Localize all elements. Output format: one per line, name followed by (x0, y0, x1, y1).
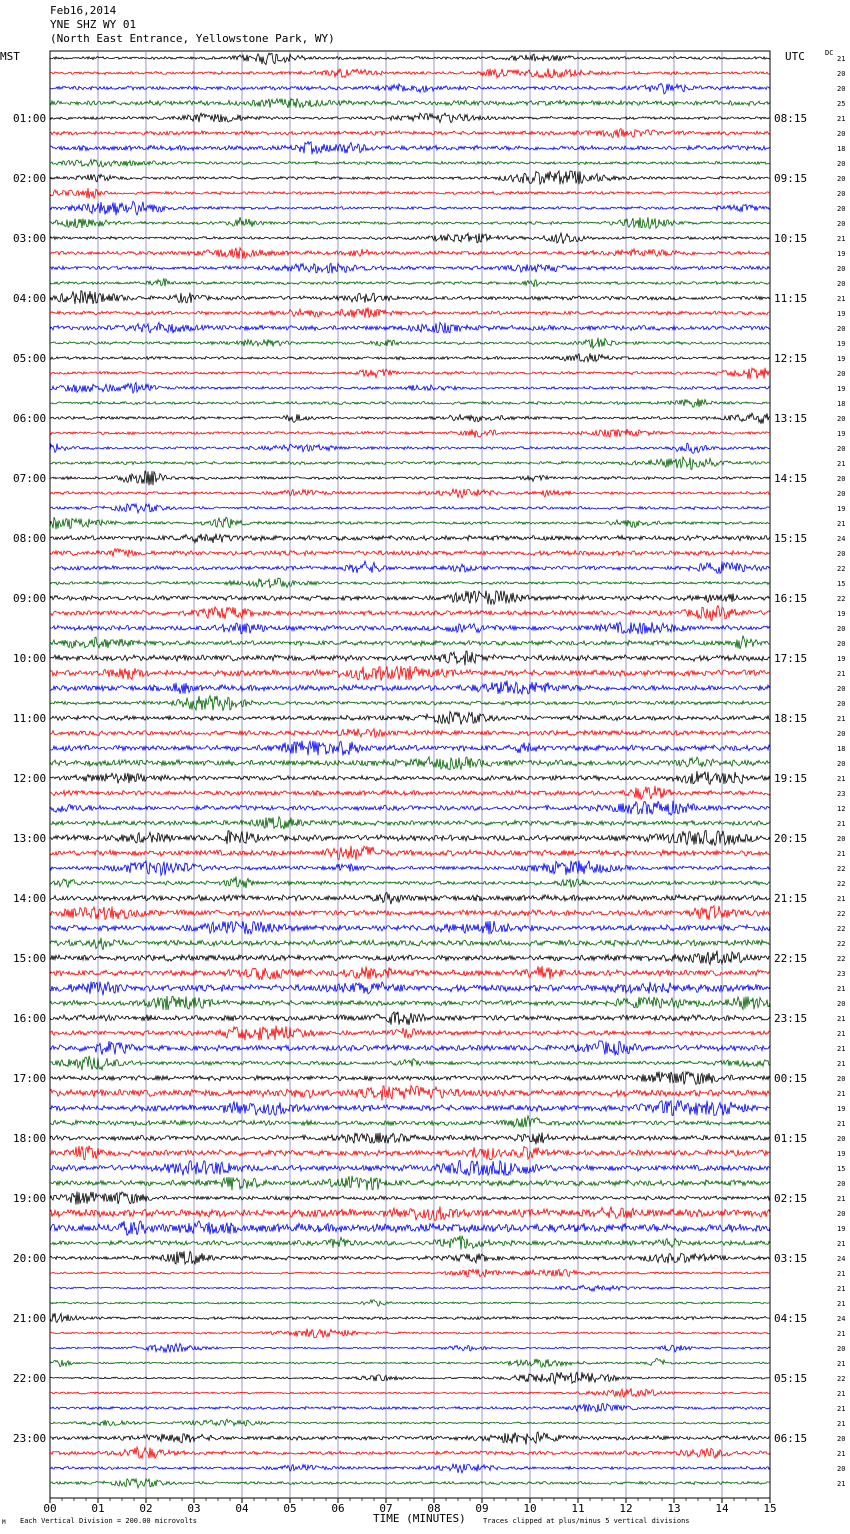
dc-offset-label: 20 (837, 1000, 846, 1008)
seismic-trace (50, 893, 770, 905)
right-hour-label: 14:15 (774, 472, 808, 485)
seismic-trace (50, 201, 770, 215)
x-tick-label: 06 (331, 1502, 345, 1515)
dc-offset-label: 20 (837, 1345, 846, 1353)
seismic-trace (50, 1072, 770, 1085)
seismic-trace (50, 142, 770, 155)
dc-offset-label: 21 (837, 775, 846, 783)
seismic-trace (50, 1161, 770, 1176)
seismic-trace (50, 429, 770, 438)
dc-offset-label: 20 (837, 205, 846, 213)
seismic-trace (50, 938, 770, 950)
station-header: YNE SHZ WY 01 (50, 18, 137, 31)
dc-offset-label: 12 (837, 805, 846, 813)
seismic-trace (50, 1116, 770, 1128)
right-hour-label: 21:15 (774, 892, 808, 905)
dc-offset-label: 22 (837, 595, 846, 603)
x-tick-label: 15 (763, 1502, 777, 1515)
dc-offset-label: 20 (837, 415, 846, 423)
seismic-trace (50, 651, 770, 665)
seismic-trace (50, 622, 770, 634)
x-tick-label: 04 (235, 1502, 249, 1515)
seismic-trace (50, 83, 770, 94)
seismic-trace (50, 160, 770, 168)
x-tick-label: 03 (187, 1502, 201, 1515)
dc-offset-label: 21 (837, 1090, 846, 1098)
dc-offset-label: 20 (837, 1180, 846, 1188)
left-hour-label: 10:00 (13, 652, 47, 665)
x-tick-label: 02 (139, 1502, 153, 1515)
dc-offset-label: 20 (837, 700, 846, 708)
seismic-trace (50, 233, 770, 244)
seismic-trace (50, 666, 770, 681)
seismic-trace (50, 1056, 770, 1070)
dc-offset-label: 20 (837, 475, 846, 483)
seismic-trace (50, 1192, 770, 1205)
dc-offset-label: 21 (837, 670, 846, 678)
seismic-trace (50, 323, 770, 334)
dc-offset-label: 19 (837, 610, 846, 618)
right-hour-label: 20:15 (774, 832, 808, 845)
right-hour-label: 19:15 (774, 772, 808, 785)
dc-offset-label: 20 (837, 1075, 846, 1083)
dc-offset-label: 15 (837, 580, 846, 588)
seismic-trace (50, 1388, 770, 1397)
left-hour-label: 03:00 (13, 232, 47, 245)
seismic-trace (50, 1432, 770, 1445)
dc-offset-label: 19 (837, 1225, 846, 1233)
seismic-trace (50, 383, 770, 394)
right-hour-label: 08:15 (774, 112, 808, 125)
dc-offset-label: 21 (837, 115, 846, 123)
dc-offset-label: 19 (837, 340, 846, 348)
dc-offset-label: 23 (837, 970, 846, 978)
dc-offset-label: 24 (837, 535, 846, 543)
dc-offset-label: 20 (837, 220, 846, 228)
dc-offset-label: 22 (837, 940, 846, 948)
seismic-trace (50, 1146, 770, 1160)
dc-offset-label: 21 (837, 1405, 846, 1413)
seismic-trace (50, 278, 770, 287)
seismic-trace (50, 171, 770, 185)
dc-offset-label: 20 (837, 280, 846, 288)
dc-offset-label: 22 (837, 865, 846, 873)
left-hour-label: 11:00 (13, 712, 47, 725)
seismic-trace (50, 1206, 770, 1220)
dc-offset-label: 22 (837, 925, 846, 933)
dc-offset-label: 24 (837, 1315, 846, 1323)
dc-offset-label: 21 (837, 520, 846, 528)
right-hour-label: 12:15 (774, 352, 808, 365)
left-hour-label: 18:00 (13, 1132, 47, 1145)
seismic-trace (50, 188, 770, 198)
seismic-trace (50, 1086, 770, 1101)
seismic-trace (50, 1101, 770, 1116)
right-hour-label: 23:15 (774, 1012, 808, 1025)
right-tz-label: UTC (785, 50, 805, 63)
seismic-trace (50, 263, 770, 273)
dc-offset-label: 21 (837, 1360, 846, 1368)
dc-offset-label: 18 (837, 745, 846, 753)
right-hour-label: 05:15 (774, 1372, 808, 1385)
seismic-trace (50, 413, 770, 424)
left-hour-label: 12:00 (13, 772, 47, 785)
dc-offset-label: 21 (837, 1045, 846, 1053)
dc-offset-label: 21 (837, 985, 846, 993)
seismic-trace (50, 353, 770, 361)
x-tick-label: 05 (283, 1502, 297, 1515)
seismic-trace (50, 861, 770, 876)
right-hour-label: 15:15 (774, 532, 808, 545)
x-tick-label: 12 (619, 1502, 633, 1515)
dc-offset-label: 21 (837, 1270, 846, 1278)
x-tick-label: 13 (667, 1502, 681, 1515)
dc-offset-label: 20 (837, 265, 846, 273)
dc-offset-label: 21 (837, 1420, 846, 1428)
dc-label: DC (825, 49, 834, 57)
x-axis-label: TIME (MINUTES) (373, 1512, 466, 1525)
x-tick-label: 11 (571, 1502, 585, 1515)
seismic-trace (50, 606, 770, 621)
dc-offset-label: 20 (837, 835, 846, 843)
seismic-trace (50, 1329, 770, 1338)
x-tick-label: 07 (379, 1502, 393, 1515)
seismic-trace (50, 966, 770, 980)
dc-offset-label: 21 (837, 1285, 846, 1293)
dc-offset-label: 22 (837, 955, 846, 963)
left-hour-label: 21:00 (13, 1312, 47, 1325)
seismic-trace (50, 549, 770, 557)
x-tick-label: 08 (427, 1502, 441, 1515)
dc-offset-label: 21 (837, 895, 846, 903)
dc-offset-label: 21 (837, 820, 846, 828)
seismic-trace (50, 1133, 770, 1145)
left-hour-label: 19:00 (13, 1192, 47, 1205)
seismic-trace (50, 741, 770, 756)
left-hour-label: 08:00 (13, 532, 47, 545)
dc-offset-label: 20 (837, 160, 846, 168)
x-tick-label: 10 (523, 1502, 537, 1515)
dc-offset-label: 20 (837, 325, 846, 333)
seismic-trace (50, 591, 770, 605)
seismic-trace (50, 729, 770, 738)
dc-offset-label: 19 (837, 505, 846, 513)
dc-offset-label: 21 (837, 1060, 846, 1068)
dc-offset-label: 21 (837, 715, 846, 723)
seismic-trace (50, 681, 770, 695)
right-hour-label: 02:15 (774, 1192, 808, 1205)
location-header: (North East Entrance, Yellowstone Park, WY) (50, 32, 335, 45)
seismic-trace (50, 982, 770, 996)
dc-offset-label: 19 (837, 355, 846, 363)
dc-offset-label: 20 (837, 625, 846, 633)
dc-offset-label: 18 (837, 145, 846, 153)
seismic-trace (50, 1236, 770, 1250)
seismic-trace (50, 1403, 770, 1412)
left-hour-label: 15:00 (13, 952, 47, 965)
corner-mark: M (2, 1519, 6, 1526)
seismic-trace (50, 757, 770, 770)
dc-offset-label: 20 (837, 730, 846, 738)
dc-offset-label: 24 (837, 1255, 846, 1263)
left-hour-label: 22:00 (13, 1372, 47, 1385)
seismic-trace (50, 1313, 770, 1322)
seismic-trace (50, 951, 770, 965)
right-hour-label: 18:15 (774, 712, 808, 725)
dc-offset-label: 15 (837, 1165, 846, 1173)
seismic-trace (50, 906, 770, 920)
dc-offset-label: 19 (837, 310, 846, 318)
dc-offset-label: 19 (837, 655, 846, 663)
dc-offset-label: 20 (837, 130, 846, 138)
seismic-trace (50, 307, 770, 317)
trace-group (50, 53, 770, 1488)
seismic-trace (50, 1300, 770, 1306)
dc-offset-label: 21 (837, 850, 846, 858)
seismic-trace (50, 1012, 770, 1025)
right-hour-label: 00:15 (774, 1072, 808, 1085)
seismic-trace (50, 129, 770, 138)
left-hour-label: 06:00 (13, 412, 47, 425)
dc-offset-label: 20 (837, 70, 846, 78)
seismic-trace (50, 1041, 770, 1056)
dc-offset-label: 18 (837, 400, 846, 408)
date-header: Feb16,2014 (50, 4, 117, 17)
seismic-trace (50, 248, 770, 259)
seismic-trace (50, 68, 770, 78)
seismic-trace (50, 291, 770, 304)
seismic-trace (50, 561, 770, 573)
dc-offset-label: 20 (837, 490, 846, 498)
seismic-trace (50, 1251, 770, 1264)
seismic-trace (50, 877, 770, 889)
dc-offset-label: 21 (837, 1015, 846, 1023)
dc-offset-label: 20 (837, 640, 846, 648)
dc-offset-label: 21 (837, 1330, 846, 1338)
left-tz-label: MST (0, 50, 20, 63)
seismic-trace (50, 921, 770, 934)
seismic-trace (50, 696, 770, 711)
right-hour-label: 11:15 (774, 292, 808, 305)
right-hour-label: 06:15 (774, 1432, 808, 1445)
dc-offset-label: 22 (837, 910, 846, 918)
dc-offset-label: 25 (837, 100, 846, 108)
dc-offset-label: 20 (837, 190, 846, 198)
right-hour-label: 09:15 (774, 172, 808, 185)
seismic-trace (50, 98, 770, 108)
dc-offset-label: 20 (837, 85, 846, 93)
right-hour-label: 13:15 (774, 412, 808, 425)
x-tick-label: 01 (91, 1502, 105, 1515)
seismic-trace (50, 504, 770, 513)
right-hour-label: 04:15 (774, 1312, 808, 1325)
dc-offset-label: 20 (837, 1135, 846, 1143)
seismic-trace (50, 801, 770, 816)
seismic-trace (50, 1026, 770, 1041)
dc-offset-label: 21 (837, 1240, 846, 1248)
x-tick-label: 14 (715, 1502, 729, 1515)
seismic-trace (50, 399, 770, 408)
left-hour-label: 02:00 (13, 172, 47, 185)
seismic-trace (50, 1479, 770, 1488)
seismic-trace (50, 1221, 770, 1235)
seismic-trace (50, 831, 770, 846)
seismic-trace (50, 817, 770, 830)
dc-offset-label: 21 (837, 1390, 846, 1398)
dc-offset-label: 19 (837, 1150, 846, 1158)
seismic-trace (50, 1285, 770, 1291)
left-hour-label: 01:00 (13, 112, 47, 125)
x-tick-label: 09 (475, 1502, 489, 1515)
left-hour-label: 16:00 (13, 1012, 47, 1025)
left-hour-label: 20:00 (13, 1252, 47, 1265)
left-hour-label: 09:00 (13, 592, 47, 605)
seismic-trace (50, 113, 770, 123)
left-hour-label: 07:00 (13, 472, 47, 485)
right-hour-label: 16:15 (774, 592, 808, 605)
seismic-trace (50, 471, 770, 486)
seismic-trace (50, 1464, 770, 1473)
dc-offset-label: 22 (837, 880, 846, 888)
left-hour-label: 14:00 (13, 892, 47, 905)
seismic-trace (50, 53, 770, 64)
seismic-trace (50, 517, 770, 529)
dc-offset-label: 19 (837, 1105, 846, 1113)
dc-offset-label: 22 (837, 565, 846, 573)
seismic-trace (50, 1358, 770, 1367)
left-hour-label: 04:00 (13, 292, 47, 305)
dc-offset-label: 21 (837, 1450, 846, 1458)
dc-offset-label: 21 (837, 1300, 846, 1308)
seismic-trace (50, 786, 770, 800)
dc-offset-label: 19 (837, 385, 846, 393)
seismic-trace (50, 1372, 770, 1384)
right-hour-label: 01:15 (774, 1132, 808, 1145)
right-hour-label: 17:15 (774, 652, 808, 665)
right-hour-label: 10:15 (774, 232, 808, 245)
left-hour-label: 13:00 (13, 832, 47, 845)
dc-offset-label: 20 (837, 370, 846, 378)
scale-note: Each Vertical Division = 200.00 microvolts (20, 1517, 198, 1525)
seismic-trace (50, 489, 770, 498)
dc-offset-label: 22 (837, 1375, 846, 1383)
left-hour-label: 17:00 (13, 1072, 47, 1085)
seismic-trace (50, 368, 770, 379)
x-tick-label: 00 (43, 1502, 57, 1515)
seismic-trace (50, 338, 770, 349)
dc-offset-label: 20 (837, 760, 846, 768)
dc-offset-label: 21 (837, 1195, 846, 1203)
seismic-trace (50, 1176, 770, 1191)
dc-offset-label: 20 (837, 1210, 846, 1218)
dc-offset-label: 19 (837, 430, 846, 438)
dc-offset-label: 20 (837, 175, 846, 183)
right-hour-label: 22:15 (774, 952, 808, 965)
seismic-trace (50, 1419, 770, 1426)
right-hour-label: 03:15 (774, 1252, 808, 1265)
seismic-trace (50, 996, 770, 1010)
dc-offset-label: 21 (837, 1480, 846, 1488)
seismic-trace (50, 636, 770, 649)
dc-offset-label: 21 (837, 55, 846, 63)
seismic-trace (50, 1447, 770, 1458)
dc-offset-label: 21 (837, 235, 846, 243)
seismic-trace (50, 1269, 770, 1277)
seismic-trace (50, 534, 770, 543)
seismic-trace (50, 1344, 770, 1353)
dc-offset-label: 20 (837, 1435, 846, 1443)
seismic-trace (50, 712, 770, 725)
dc-offset-label: 21 (837, 1030, 846, 1038)
dc-offset-label: 20 (837, 550, 846, 558)
dc-offset-label: 21 (837, 460, 846, 468)
label-group (13, 55, 845, 1515)
dc-offset-label: 21 (837, 295, 846, 303)
dc-offset-label: 20 (837, 685, 846, 693)
left-hour-label: 23:00 (13, 1432, 47, 1445)
dc-offset-label: 20 (837, 445, 846, 453)
left-hour-label: 05:00 (13, 352, 47, 365)
seismic-trace (50, 457, 770, 469)
dc-offset-label: 20 (837, 1465, 846, 1473)
seismic-trace (50, 578, 770, 588)
seismic-trace (50, 846, 770, 860)
dc-offset-label: 23 (837, 790, 846, 798)
seismic-trace (50, 443, 770, 453)
seismic-trace (50, 771, 770, 784)
dc-offset-label: 19 (837, 250, 846, 258)
seismic-trace (50, 217, 770, 228)
dc-offset-label: 21 (837, 1120, 846, 1128)
clip-note: Traces clipped at plus/minus 5 vertical divisions (483, 1517, 690, 1525)
